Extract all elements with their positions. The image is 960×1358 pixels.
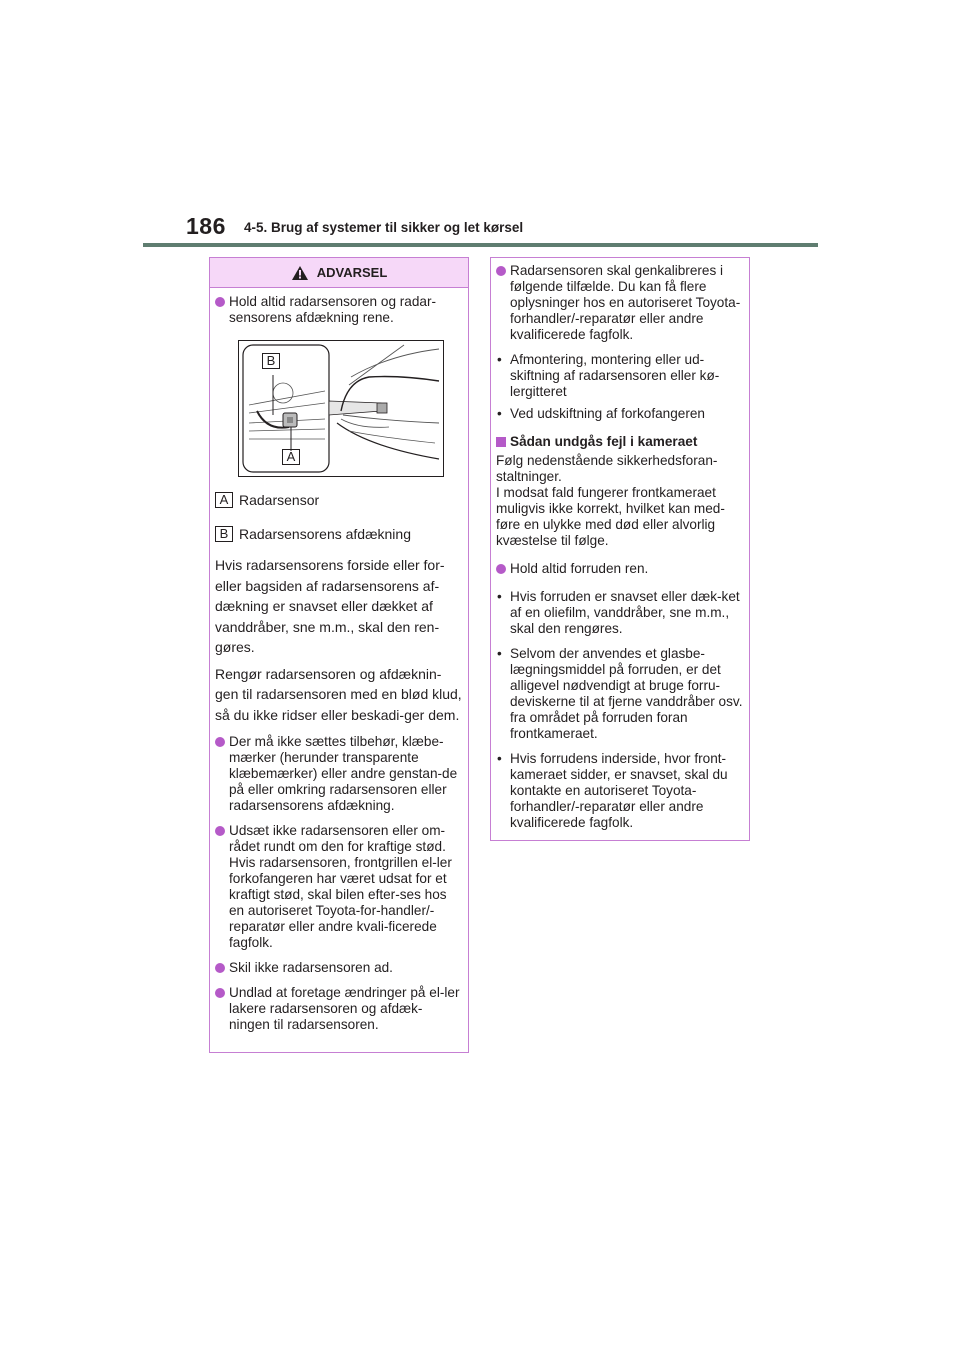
list-item xyxy=(215,294,463,326)
square-bullet-icon xyxy=(496,437,506,447)
warning-triangle-icon xyxy=(291,265,309,281)
bullet-icon xyxy=(215,988,225,998)
section-title: 4-5. Brug af systemer til sikker og let kørsel xyxy=(244,220,524,235)
bullet-icon xyxy=(215,826,225,836)
bullet-text: Der må ikke sættes tilbehør, klæbe-mærker (herunder transparente klæbemærker) eller andre genstan-de på eller omkring radarsensoren eller radarsensorens afdækning. xyxy=(229,734,458,813)
section-heading: Sådan undgås fejl i kameraet xyxy=(496,434,744,450)
bullet-text: Skil ikke radarsensoren ad. xyxy=(229,960,393,975)
list-item: • Ved udskiftning af forkofangeren xyxy=(497,406,705,421)
figure-label-b: B xyxy=(262,353,280,369)
list-item xyxy=(215,960,463,976)
bullet-text: Hvis forruden er snavset eller dæk-ket af en oliefilm, vanddråber, sne m.m., skal den rengøres. xyxy=(510,589,740,636)
list-item xyxy=(496,263,744,343)
list-item xyxy=(215,734,463,814)
bullet-text: Hold altid radarsensoren og radar-sensorens afdækning rene. xyxy=(229,294,437,325)
bullet-text: Afmontering, montering eller ud-skiftning af radarsensoren eller kø-lergitteret xyxy=(510,352,720,399)
list-item xyxy=(215,823,463,951)
bullet-text: Selvom der anvendes et glasbe-lægningsmiddel på forruden, er det alligevel nødvendigt at bruge forru-deviskerne til at fjerne vanddråber osv. fra området på forruden foran frontkameraet. xyxy=(510,646,743,741)
legend-label-a: A xyxy=(215,492,233,508)
warning-header xyxy=(210,258,468,288)
paragraph: Følg nedenstående sikkerhedsforan-staltninger. I modsat fald fungerer frontkameraet muligvis ikke korrekt, hvilket kan med-føre en ulykke med død eller alvorlig kvæstelse til følge. xyxy=(496,453,725,548)
legend-text: Radarsensorens afdækning xyxy=(239,525,411,542)
warning-box xyxy=(209,257,469,1053)
list-item xyxy=(215,985,463,1033)
bullet-text: Ved udskiftning af forkofangeren xyxy=(510,406,705,421)
figure-label-a: A xyxy=(282,449,300,465)
bullet-icon xyxy=(215,297,225,307)
list-item: • Selvom der anvendes et glasbe-lægningsmiddel på forruden, er det alligevel nødvendigt at bruge forru-deviskerne til at fjerne vanddråber osv. fra området på forruden foran frontkameraet. xyxy=(497,646,743,741)
list-item: • Hvis forrudens inderside, hvor front-kameraet sidder, er snavset, skal du kontakte en autoriseret Toyota-forhandler/-reparatør eller andre kvalificerede fagfolk. xyxy=(497,751,728,830)
header-rule xyxy=(143,243,818,247)
bullet-text: Hvis forrudens inderside, hvor front-kameraet sidder, er snavset, skal du kontakte en autoriseret Toyota-forhandler/-reparatør eller andre kvalificerede fagfolk. xyxy=(510,751,728,830)
list-item xyxy=(496,561,744,577)
bullet-text: Radarsensoren skal genkalibreres i følgende tilfælde. Du kan få flere oplysninger hos en autoriseret Toyota-forhandler/-reparatør eller andre kvalificerede fagfolk. xyxy=(510,263,741,342)
legend-label-b: B xyxy=(215,526,233,542)
bullet-text: Udsæt ikke radarsensoren eller om-rådet rundt om den for kraftige stød. Hvis radarsensoren, frontgrillen el-ler forkofangeren har været udsat for et kraftigt stød, skal bilen efter-ses hos en autoriseret Toyota-for-handler/-reparatør eller andre kvali-ficerede fagfolk. xyxy=(229,823,452,950)
bullet-icon xyxy=(496,564,506,574)
paragraph: Rengør radarsensoren og afdæknin-gen til radarsensoren med en blød klud, så du ikke ridser eller beskadi-ger dem. xyxy=(215,665,462,723)
bullet-text: Hold altid forruden ren. xyxy=(510,561,649,576)
paragraph: Hvis radarsensorens forside eller for-eller bagsiden af radarsensorens af-dækning er snavset eller dækket af vanddråber, sne m.m., skal den ren-gøres. xyxy=(215,557,445,655)
legend-item xyxy=(215,490,463,509)
warning-title: ADVARSEL xyxy=(316,264,388,280)
bullet-icon xyxy=(215,963,225,973)
bullet-icon xyxy=(496,266,506,276)
list-item: • Afmontering, montering eller ud-skiftning af radarsensoren eller kø-lergitteret xyxy=(497,352,720,399)
radar-sensor-figure xyxy=(238,340,444,477)
bullet-icon xyxy=(215,737,225,747)
info-box xyxy=(490,257,750,841)
legend-item xyxy=(215,524,463,543)
bullet-text: Undlad at foretage ændringer på el-ler lakere radarsensoren og afdæk-ningen til radarsensoren. xyxy=(229,985,460,1032)
page-number: 186 xyxy=(186,213,226,239)
list-item: • Hvis forruden er snavset eller dæk-ket af en oliefilm, vanddråber, sne m.m., skal den rengøres. xyxy=(497,589,740,636)
legend-text: Radarsensor xyxy=(239,491,320,508)
